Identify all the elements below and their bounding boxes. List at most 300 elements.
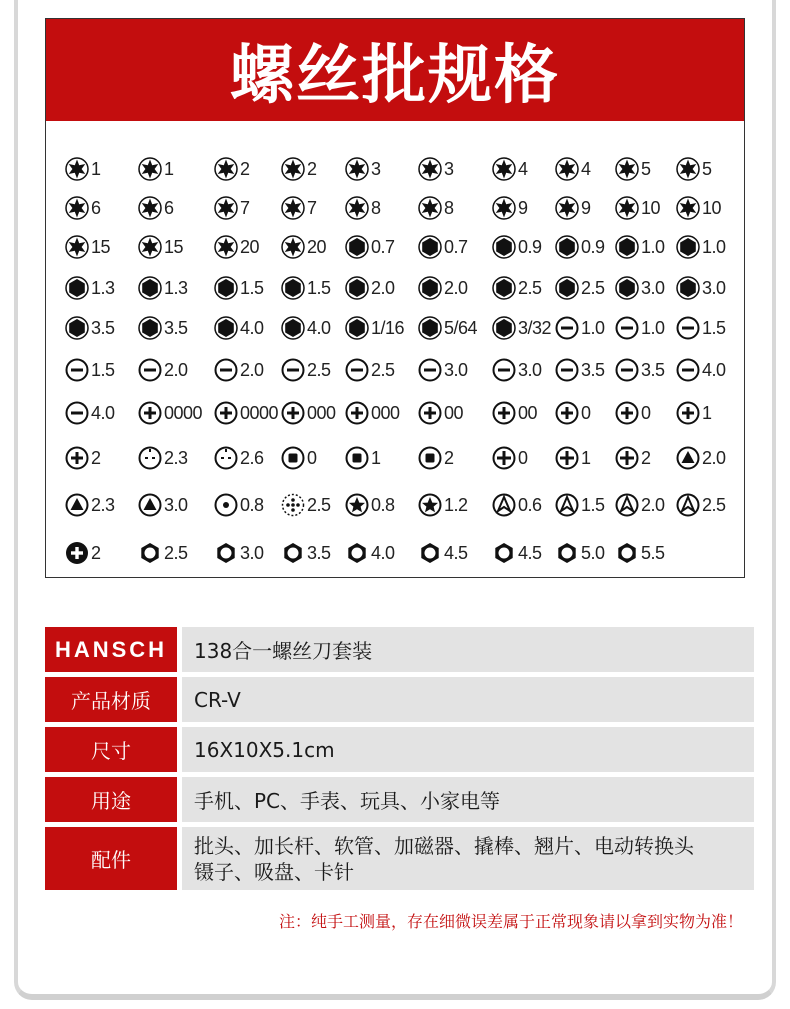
torx-icon: [418, 157, 442, 181]
slot-icon: [615, 358, 639, 382]
bit-size-label: 0.9: [518, 236, 542, 257]
bit-size-label: 15: [164, 236, 184, 257]
hex-icon: [65, 316, 89, 340]
square-bit-2: [418, 446, 454, 470]
bit-size-label: 2.0: [702, 447, 726, 468]
torx-bit-5: [615, 157, 651, 181]
torx-bit-15: [65, 235, 110, 259]
parts-line-2: 镊子、吸盘、卡针: [194, 859, 354, 884]
bit-size-label: 2.0: [641, 494, 665, 515]
hex-icon: [418, 316, 442, 340]
hex-ring-bit-3.0: [214, 541, 264, 565]
hex-bit-1.3: [65, 276, 115, 300]
phillips-bit-2: [65, 446, 101, 470]
hex-icon: [138, 316, 162, 340]
square-bit-0: [281, 446, 317, 470]
hex-ring-bit-4.5: [418, 541, 468, 565]
hex-icon: [492, 316, 516, 340]
triangle-icon: [676, 446, 700, 470]
tri-wing-icon: [555, 493, 579, 517]
phillips-icon: [281, 401, 305, 425]
triangle-bit-2.0: [676, 446, 726, 470]
torx-bit-7: [281, 196, 317, 220]
bit-size-label: 9: [518, 197, 528, 218]
bit-size-label: 3.0: [444, 359, 468, 380]
hex-bit-3-32: [492, 316, 551, 340]
bit-size-label: 000: [307, 402, 336, 423]
slot-bit-4.0: [65, 401, 115, 425]
torx-bit-15: [138, 235, 183, 259]
pentalobe-bit-2.3: [138, 446, 188, 470]
size-row: [45, 727, 754, 772]
tri-wing-bit-2.5: [676, 493, 726, 517]
torx-icon: [138, 235, 162, 259]
bit-size-label: 3.0: [164, 494, 188, 515]
tri-wing-icon: [492, 493, 516, 517]
ytype-bit-1: [555, 446, 591, 470]
hex-icon: [492, 276, 516, 300]
product-name: 138合一螺丝刀套装: [182, 627, 754, 672]
slot-bit-3.5: [555, 358, 605, 382]
bit-spec-chart: [45, 18, 745, 578]
material-row: [45, 677, 754, 722]
slot-bit-3.0: [418, 358, 468, 382]
torx-icon: [615, 157, 639, 181]
star-icon: [418, 493, 442, 517]
bit-size-label: 4.5: [444, 542, 468, 563]
square-icon: [281, 446, 305, 470]
hex-bit-2.0: [345, 276, 395, 300]
ytype-icon: [555, 446, 579, 470]
hex-bit-3.0: [676, 276, 726, 300]
ytype-bit-2: [615, 446, 651, 470]
usage-row: [45, 777, 754, 822]
hex-icon: [138, 276, 162, 300]
bit-size-label: 2: [641, 447, 651, 468]
hex-bit-1.0: [676, 235, 726, 259]
bit-size-label: 2.3: [164, 447, 188, 468]
slot-bit-3.0: [492, 358, 542, 382]
hex-ring-icon: [138, 541, 162, 565]
dots-icon: [281, 493, 305, 517]
square-bit-1: [345, 446, 381, 470]
phillips-bit-0: [615, 401, 651, 425]
hex-bit-2.0: [418, 276, 468, 300]
torx-icon: [214, 196, 238, 220]
bit-size-label: 2.5: [702, 494, 726, 515]
bit-size-label: 2.5: [164, 542, 188, 563]
slot-icon: [555, 358, 579, 382]
hex-ring-icon: [555, 541, 579, 565]
bit-size-label: 1.3: [91, 277, 115, 298]
hex-icon: [555, 235, 579, 259]
measurement-note: 注：纯手工测量，存在细微误差属于正常现象请以拿到实物为准！: [278, 912, 743, 931]
bit-grid: [46, 121, 744, 577]
bit-size-label: 0000: [240, 402, 279, 423]
bit-size-label: 4.0: [91, 402, 115, 423]
phillips-bit-0: [555, 401, 591, 425]
bit-size-label: 20: [307, 236, 327, 257]
torx-icon: [214, 235, 238, 259]
torx-bit-8: [418, 196, 454, 220]
torx-icon: [492, 196, 516, 220]
slot-bit-1.5: [676, 316, 726, 340]
bit-size-label: 7: [307, 197, 317, 218]
slot-bit-2.5: [281, 358, 331, 382]
bit-size-label: 0: [641, 402, 651, 423]
slot-icon: [65, 401, 89, 425]
bit-size-label: 1/16: [371, 317, 405, 338]
product-info-table: [45, 627, 754, 895]
hex-icon: [281, 276, 305, 300]
hex-ring-icon: [281, 541, 305, 565]
bit-size-label: 3.5: [307, 542, 331, 563]
slot-icon: [418, 358, 442, 382]
dots-bit-2.5: [281, 493, 331, 517]
phillips-icon: [65, 446, 89, 470]
triangle-bit-2.3: [65, 493, 115, 517]
bit-size-label: 000: [371, 402, 400, 423]
bit-size-label: 5: [702, 158, 712, 179]
pentalobe-icon: [138, 446, 162, 470]
cross-solid-icon: [65, 541, 89, 565]
bit-size-label: 2.0: [371, 277, 395, 298]
bit-size-label: 0.8: [371, 494, 395, 515]
dot-icon: [214, 493, 238, 517]
torx-icon: [65, 235, 89, 259]
hex-bit-2.5: [555, 276, 605, 300]
brand-logo: HANSCH: [45, 627, 177, 672]
hex-bit-1.0: [615, 235, 665, 259]
bit-size-label: 4.0: [371, 542, 395, 563]
bit-size-label: 2.6: [240, 447, 264, 468]
hex-bit-1-16: [345, 316, 404, 340]
hex-ring-bit-5.0: [555, 541, 605, 565]
cross-solid-bit-2: [65, 541, 101, 565]
ytype-icon: [615, 446, 639, 470]
phillips-icon: [345, 401, 369, 425]
torx-bit-4: [492, 157, 528, 181]
size-label: 尺寸: [45, 727, 177, 772]
torx-icon: [345, 196, 369, 220]
bit-size-label: 2.0: [240, 359, 264, 380]
hex-icon: [418, 276, 442, 300]
star-bit-0.8: [345, 493, 395, 517]
bit-size-label: 4: [518, 158, 528, 179]
slot-bit-1.0: [555, 316, 605, 340]
bit-size-label: 1.2: [444, 494, 468, 515]
bit-size-label: 3: [444, 158, 454, 179]
torx-bit-1: [138, 157, 174, 181]
bit-size-label: 9: [581, 197, 591, 218]
torx-bit-3: [418, 157, 454, 181]
hex-icon: [555, 276, 579, 300]
bit-size-label: 1.0: [641, 236, 665, 257]
torx-icon: [676, 196, 700, 220]
hex-bit-2.5: [492, 276, 542, 300]
bit-size-label: 6: [164, 197, 174, 218]
torx-bit-1: [65, 157, 101, 181]
slot-bit-2.0: [214, 358, 264, 382]
triangle-icon: [138, 493, 162, 517]
hex-icon: [615, 276, 639, 300]
bit-size-label: 1.3: [164, 277, 188, 298]
torx-icon: [345, 157, 369, 181]
slot-icon: [555, 316, 579, 340]
bit-size-label: 3.0: [641, 277, 665, 298]
bit-size-label: 20: [240, 236, 260, 257]
slot-bit-2.5: [345, 358, 395, 382]
torx-bit-7: [214, 196, 250, 220]
bit-size-label: 2.3: [91, 494, 115, 515]
hex-bit-0.9: [492, 235, 542, 259]
torx-icon: [555, 196, 579, 220]
torx-icon: [65, 196, 89, 220]
size-value: 16X10X5.1cm: [182, 727, 754, 772]
parts-value: [182, 827, 754, 890]
slot-bit-2.0: [138, 358, 188, 382]
slot-bit-4.0: [676, 358, 726, 382]
bit-size-label: 0.9: [581, 236, 605, 257]
ytype-icon: [492, 446, 516, 470]
hex-ring-icon: [214, 541, 238, 565]
hex-bit-1.5: [281, 276, 331, 300]
slot-icon: [138, 358, 162, 382]
slot-icon: [214, 358, 238, 382]
torx-bit-8: [345, 196, 381, 220]
phillips-bit-000: [345, 401, 400, 425]
hex-bit-5-64: [418, 316, 477, 340]
bit-size-label: 1.5: [240, 277, 264, 298]
torx-icon: [65, 157, 89, 181]
bit-size-label: 00: [518, 402, 538, 423]
bit-size-label: 2: [240, 158, 250, 179]
bit-size-label: 0000: [164, 402, 203, 423]
hex-icon: [214, 276, 238, 300]
bit-size-label: 2: [307, 158, 317, 179]
pentalobe-icon: [214, 446, 238, 470]
tri-wing-bit-1.5: [555, 493, 605, 517]
bit-size-label: 1.5: [702, 317, 726, 338]
hex-ring-bit-3.5: [281, 541, 331, 565]
hex-ring-icon: [345, 541, 369, 565]
bit-size-label: 1.5: [307, 277, 331, 298]
slot-icon: [345, 358, 369, 382]
tri-wing-bit-2.0: [615, 493, 665, 517]
bit-size-label: 0.7: [371, 236, 395, 257]
bit-size-label: 0: [518, 447, 528, 468]
torx-bit-5: [676, 157, 712, 181]
bit-size-label: 3.5: [581, 359, 605, 380]
hex-icon: [345, 276, 369, 300]
phillips-bit-1: [676, 401, 712, 425]
hex-bit-3.5: [65, 316, 115, 340]
phillips-icon: [615, 401, 639, 425]
bit-size-label: 3.5: [91, 317, 115, 338]
bit-size-label: 1.5: [91, 359, 115, 380]
bit-size-label: 1.5: [581, 494, 605, 515]
material-value: CR-V: [182, 677, 754, 722]
torx-bit-2: [281, 157, 317, 181]
hex-ring-icon: [492, 541, 516, 565]
bit-size-label: 1: [91, 158, 101, 179]
phillips-icon: [492, 401, 516, 425]
bit-size-label: 2.0: [444, 277, 468, 298]
slot-bit-1.5: [65, 358, 115, 382]
bit-size-label: 2.5: [581, 277, 605, 298]
phillips-icon: [214, 401, 238, 425]
torx-bit-3: [345, 157, 381, 181]
phillips-bit-000: [281, 401, 336, 425]
hex-icon: [345, 316, 369, 340]
torx-bit-9: [492, 196, 528, 220]
bit-size-label: 1.0: [581, 317, 605, 338]
square-icon: [418, 446, 442, 470]
parts-row: [45, 827, 754, 890]
torx-icon: [492, 157, 516, 181]
hex-bit-4.0: [281, 316, 331, 340]
hex-icon: [65, 276, 89, 300]
bit-size-label: 3.5: [164, 317, 188, 338]
bit-size-label: 15: [91, 236, 111, 257]
torx-bit-10: [615, 196, 660, 220]
usage-value: 手机、PC、手表、玩具、小家电等: [182, 777, 754, 822]
bit-size-label: 2.5: [307, 494, 331, 515]
dot-bit-0.8: [214, 493, 264, 517]
bit-size-label: 0.8: [240, 494, 264, 515]
tri-wing-icon: [615, 493, 639, 517]
slot-bit-3.5: [615, 358, 665, 382]
hex-bit-4.0: [214, 316, 264, 340]
bit-size-label: 4.0: [240, 317, 264, 338]
phillips-bit-00: [418, 401, 463, 425]
bit-size-label: 1: [702, 402, 712, 423]
bit-size-label: 1: [164, 158, 174, 179]
torx-icon: [615, 196, 639, 220]
bit-size-label: 0: [581, 402, 591, 423]
hex-ring-bit-2.5: [138, 541, 188, 565]
bit-size-label: 2.5: [371, 359, 395, 380]
hex-bit-0.7: [418, 235, 468, 259]
phillips-bit-0000: [138, 401, 202, 425]
triangle-icon: [65, 493, 89, 517]
phillips-bit-0000: [214, 401, 278, 425]
hex-icon: [492, 235, 516, 259]
bit-size-label: 5.0: [581, 542, 605, 563]
slot-icon: [676, 316, 700, 340]
hex-bit-1.5: [214, 276, 264, 300]
hex-icon: [676, 235, 700, 259]
torx-bit-20: [214, 235, 259, 259]
torx-bit-10: [676, 196, 721, 220]
bit-size-label: 5/64: [444, 317, 478, 338]
bit-size-label: 3.0: [240, 542, 264, 563]
ytype-bit-0: [492, 446, 528, 470]
bit-size-label: 5: [641, 158, 651, 179]
torx-bit-6: [138, 196, 174, 220]
torx-icon: [281, 157, 305, 181]
hex-bit-0.7: [345, 235, 395, 259]
phillips-bit-00: [492, 401, 537, 425]
bit-size-label: 8: [444, 197, 454, 218]
hex-bit-0.9: [555, 235, 605, 259]
bit-size-label: 10: [702, 197, 722, 218]
hex-icon: [214, 316, 238, 340]
bit-size-label: 2.0: [164, 359, 188, 380]
bit-size-label: 3/32: [518, 317, 552, 338]
slot-bit-1.0: [615, 316, 665, 340]
star-bit-1.2: [418, 493, 468, 517]
bit-size-label: 7: [240, 197, 250, 218]
bit-size-label: 4.0: [702, 359, 726, 380]
phillips-icon: [555, 401, 579, 425]
torx-bit-6: [65, 196, 101, 220]
bit-size-label: 1: [581, 447, 591, 468]
triangle-bit-3.0: [138, 493, 188, 517]
brand-row: [45, 627, 754, 672]
torx-icon: [138, 157, 162, 181]
star-icon: [345, 493, 369, 517]
hex-bit-3.0: [615, 276, 665, 300]
torx-icon: [281, 235, 305, 259]
bit-size-label: 3.0: [702, 277, 726, 298]
bit-size-label: 0.6: [518, 494, 542, 515]
torx-icon: [281, 196, 305, 220]
bit-size-label: 2: [91, 447, 101, 468]
parts-label: 配件: [45, 827, 177, 890]
bit-size-label: 00: [444, 402, 464, 423]
hex-ring-bit-4.0: [345, 541, 395, 565]
spec-title: 螺丝批规格: [46, 19, 744, 121]
phillips-icon: [138, 401, 162, 425]
torx-bit-4: [555, 157, 591, 181]
hex-icon: [418, 235, 442, 259]
slot-icon: [676, 358, 700, 382]
hex-icon: [676, 276, 700, 300]
bit-size-label: 4.5: [518, 542, 542, 563]
bit-size-label: 3.5: [641, 359, 665, 380]
pentalobe-bit-2.6: [214, 446, 264, 470]
torx-bit-9: [555, 196, 591, 220]
torx-icon: [138, 196, 162, 220]
torx-icon: [418, 196, 442, 220]
bit-size-label: 6: [91, 197, 101, 218]
material-label: 产品材质: [45, 677, 177, 722]
slot-icon: [65, 358, 89, 382]
bit-size-label: 3: [371, 158, 381, 179]
bit-size-label: 0: [307, 447, 317, 468]
bit-size-label: 8: [371, 197, 381, 218]
usage-label: 用途: [45, 777, 177, 822]
slot-icon: [615, 316, 639, 340]
square-icon: [345, 446, 369, 470]
torx-icon: [676, 157, 700, 181]
bit-size-label: 1.0: [641, 317, 665, 338]
hex-bit-3.5: [138, 316, 188, 340]
bit-size-label: 1: [371, 447, 381, 468]
bit-size-label: 4.0: [307, 317, 331, 338]
hex-icon: [281, 316, 305, 340]
torx-bit-20: [281, 235, 326, 259]
bit-size-label: 3.0: [518, 359, 542, 380]
hex-icon: [345, 235, 369, 259]
bit-size-label: 4: [581, 158, 591, 179]
bit-size-label: 1.0: [702, 236, 726, 257]
bit-size-label: 2: [91, 542, 101, 563]
torx-icon: [214, 157, 238, 181]
hex-ring-icon: [615, 541, 639, 565]
torx-bit-2: [214, 157, 250, 181]
